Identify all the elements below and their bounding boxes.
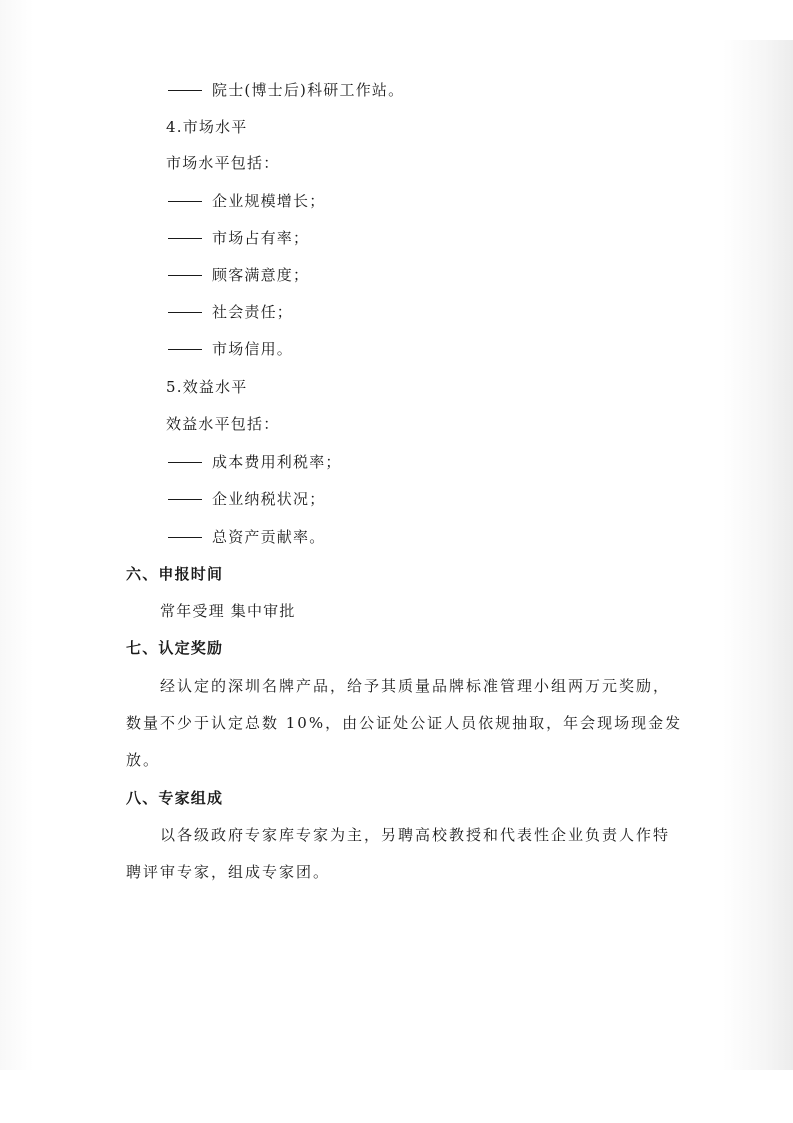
dash-mark	[168, 349, 202, 350]
dash-mark	[168, 312, 202, 313]
section-heading-application-time: 六、申报时间	[126, 565, 224, 583]
list-item	[168, 339, 293, 359]
dash-mark	[168, 90, 202, 91]
list-item-text: 市场信用。	[212, 340, 294, 358]
list-item-text: 总资产贡献率。	[212, 528, 326, 546]
scan-shadow-left	[0, 0, 34, 1070]
list-item	[168, 191, 325, 211]
list-item	[168, 527, 325, 547]
list-item	[168, 489, 325, 509]
paragraph-line: 数量不少于认定总数 10%，由公证处公证人员依规抽取，年会现场现金发	[126, 714, 683, 732]
market-level-title: 4.市场水平	[166, 118, 248, 136]
dash-mark	[168, 238, 202, 239]
paragraph-line: 放。	[126, 751, 161, 769]
scan-shadow-right	[723, 40, 793, 1070]
dash-mark	[168, 275, 202, 276]
benefit-level-title: 5.效益水平	[166, 378, 248, 396]
market-level-intro: 市场水平包括：	[166, 154, 280, 172]
list-item-text: 社会责任；	[212, 303, 294, 321]
dash-mark	[168, 499, 202, 500]
list-item	[168, 302, 293, 322]
list-item-text: 顾客满意度；	[212, 266, 310, 284]
section-heading-certification-award: 七、认定奖励	[126, 639, 224, 657]
paragraph-line: 以各级政府专家库专家为主，另聘高校教授和代表性企业负责人作特	[160, 826, 671, 844]
application-time-text: 常年受理 集中审批	[160, 602, 296, 620]
dash-mark	[168, 537, 202, 538]
list-item-text: 企业纳税状况；	[212, 490, 326, 508]
list-item-text: 成本费用利税率；	[212, 453, 342, 471]
list-item	[168, 228, 309, 248]
section-heading-expert-composition: 八、专家组成	[126, 789, 224, 807]
dash-mark	[168, 201, 202, 202]
paragraph-line: 经认定的深圳名牌产品，给予其质量品牌标准管理小组两万元奖励，	[160, 677, 671, 695]
list-item-text: 企业规模增长；	[212, 192, 326, 210]
paragraph-line: 聘评审专家，组成专家团。	[126, 863, 331, 881]
list-item	[168, 265, 309, 285]
list-item-text: 院士(博士后)科研工作站。	[212, 81, 405, 99]
list-item-text: 市场占有率；	[212, 229, 310, 247]
dash-mark	[168, 462, 202, 463]
list-item-research-station	[168, 80, 404, 100]
list-item	[168, 452, 342, 472]
benefit-level-intro: 效益水平包括：	[166, 415, 280, 433]
